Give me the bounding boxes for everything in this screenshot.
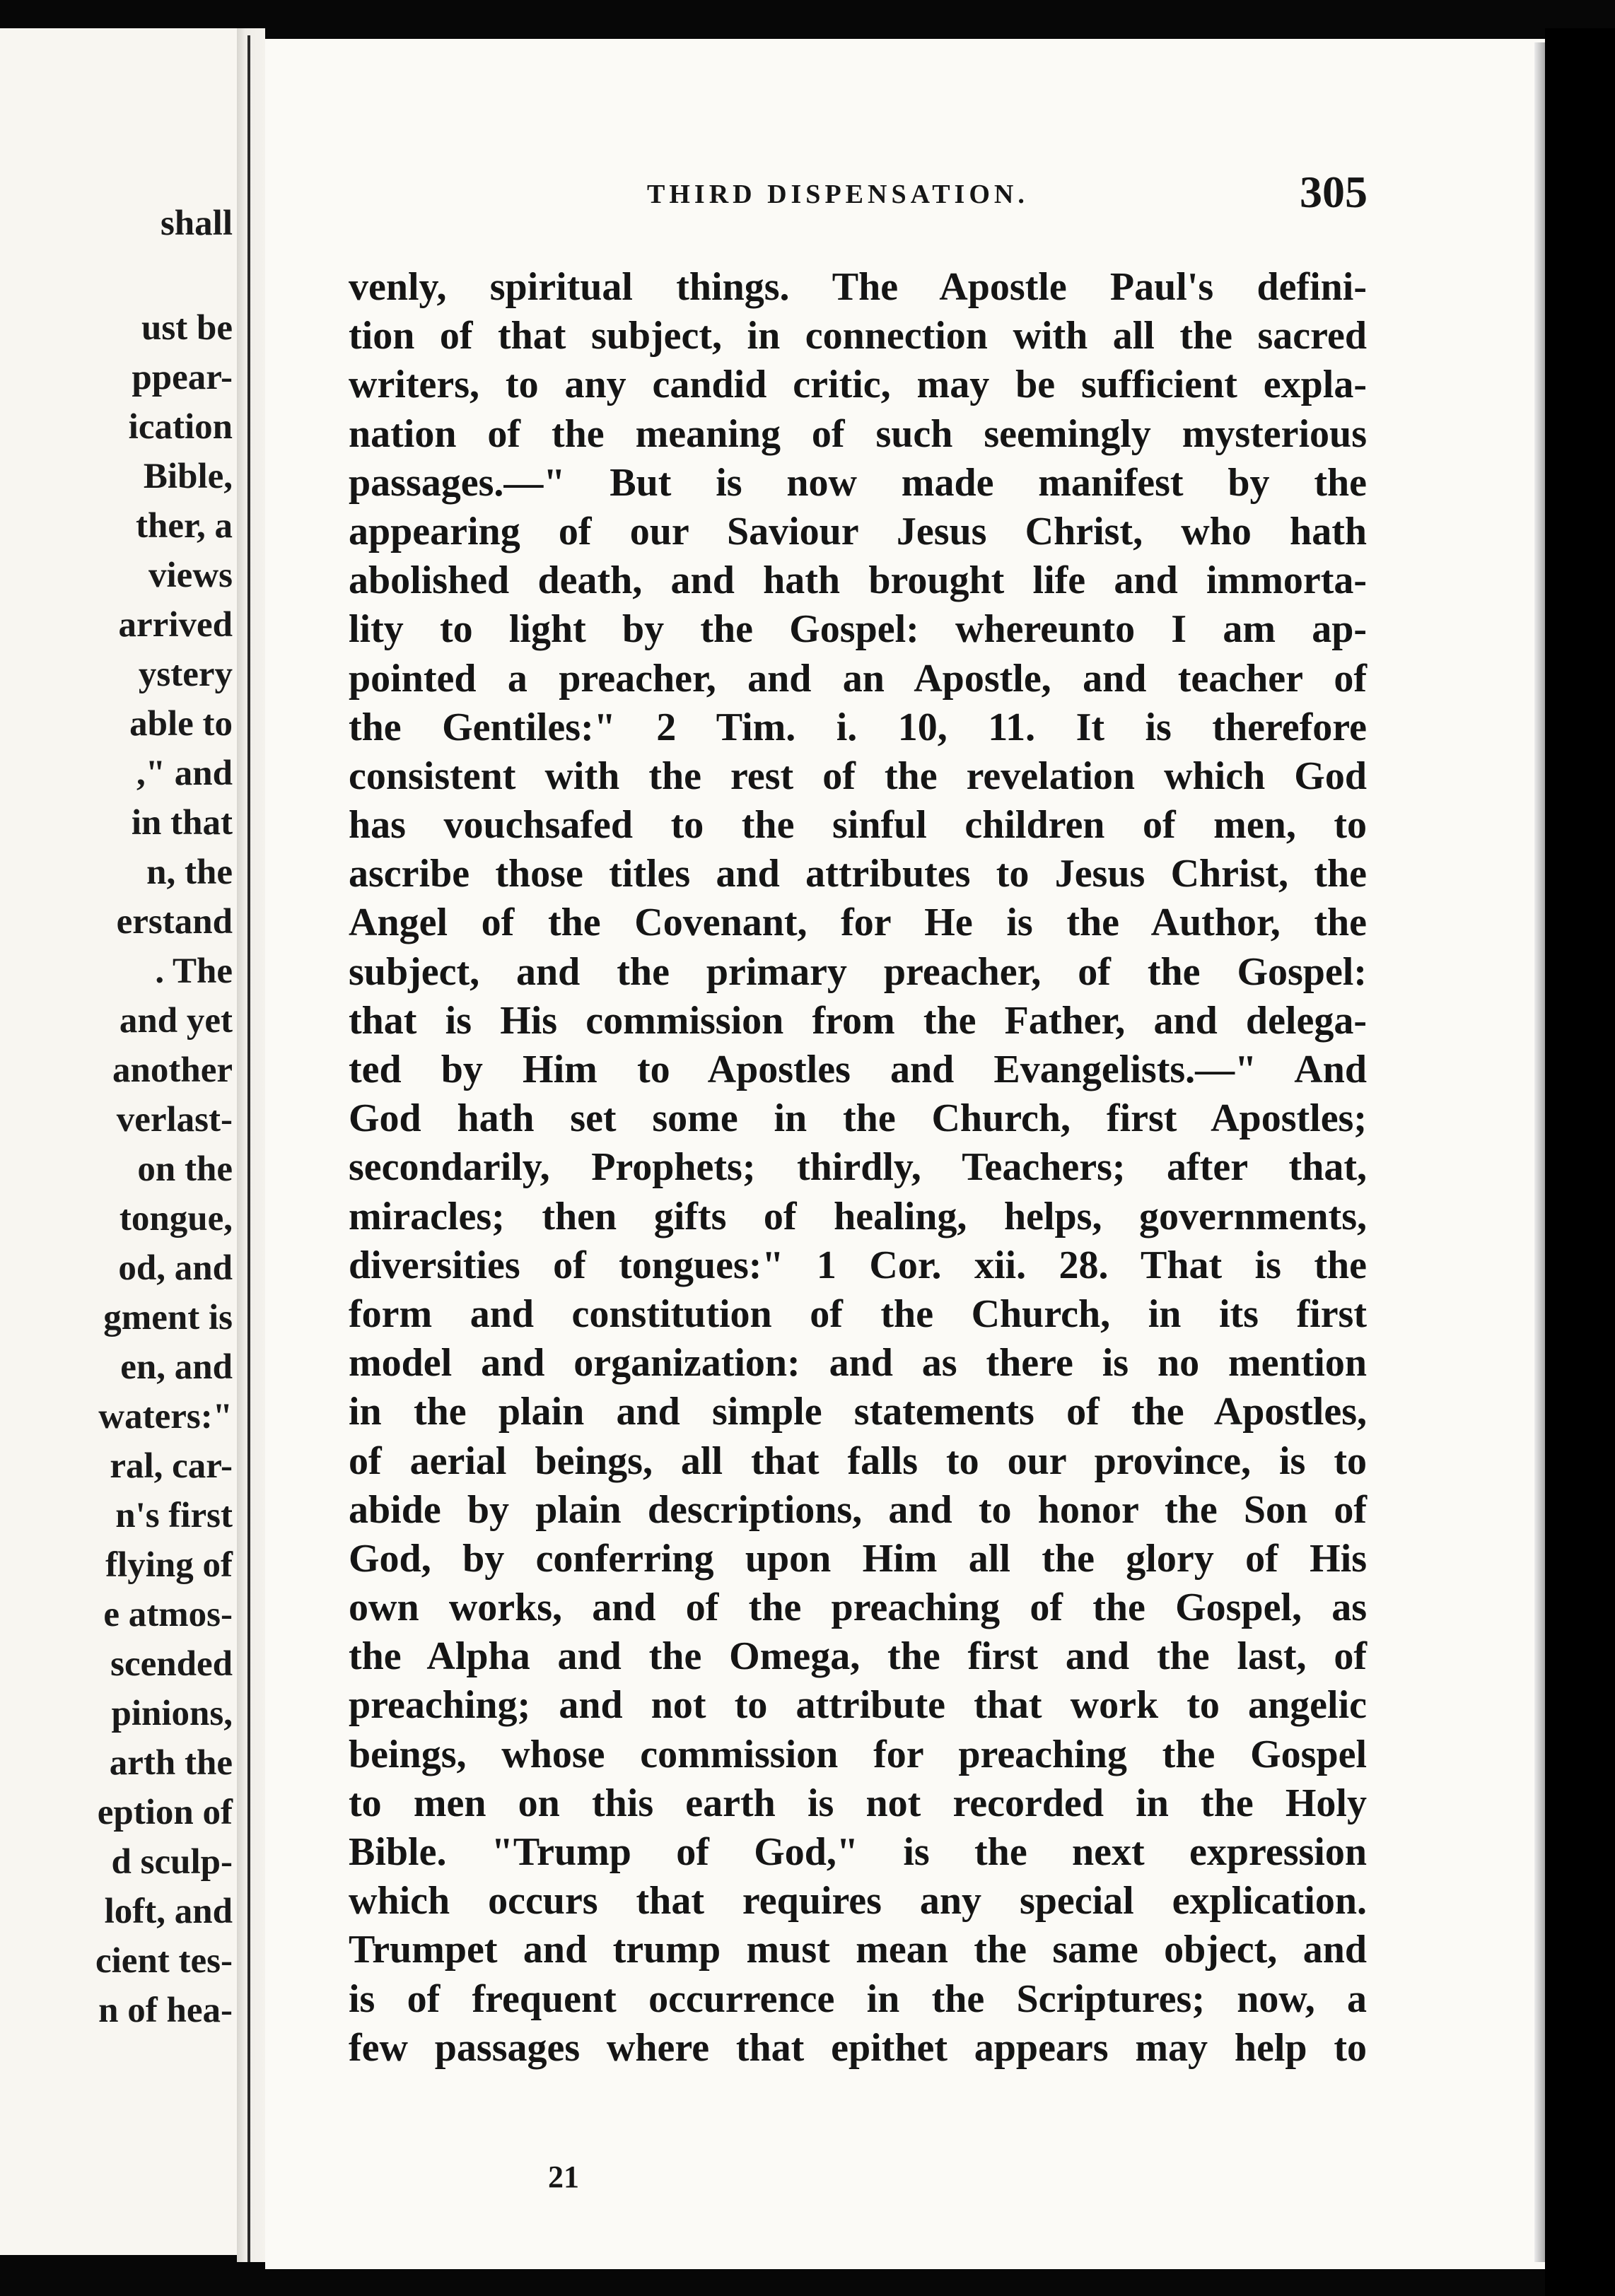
text-line: which occurs that requires any special explication.	[349, 1879, 1367, 1923]
left-page-fragment: Bible,	[143, 457, 233, 496]
text-line: the Alpha and the Omega, the first and the last, of	[349, 1634, 1367, 1679]
left-page-fragment: shall	[160, 204, 233, 243]
left-page-fragment: in that	[131, 803, 233, 843]
left-page-fragment: d sculp-	[111, 1842, 233, 1882]
text-line: writers, to any candid critic, may be sufficient expla-	[349, 363, 1367, 407]
left-page-fragment: ust be	[141, 308, 233, 348]
text-line: abide by plain descriptions, and to honor the Son of	[349, 1487, 1367, 1532]
text-line: few passages where that epithet appears may help to	[349, 2025, 1367, 2070]
text-line: nation of the meaning of such seemingly mysterious	[349, 411, 1367, 456]
signature-mark: 21	[548, 2160, 579, 2194]
left-page-fragment: . The	[155, 951, 233, 991]
running-head: THIRD DISPENSATION.	[647, 180, 1029, 209]
left-page-fragment: n, the	[146, 853, 233, 892]
text-line: of aerial beings, all that falls to our province, is to	[349, 1439, 1367, 1483]
left-page-fragment: waters:"	[98, 1397, 233, 1436]
text-line: Bible. "Trump of God," is the next expression	[349, 1830, 1367, 1874]
text-line: abolished death, and hath brought life and immorta-	[349, 558, 1367, 603]
left-page-fragment: another	[112, 1050, 233, 1090]
left-page-fragment: en, and	[120, 1347, 233, 1387]
page-number: 305	[1300, 167, 1368, 217]
text-line: has vouchsafed to the sinful children of men, to	[349, 803, 1367, 848]
left-page-fragment: pinions,	[111, 1694, 233, 1733]
left-page-fragment: arrived	[118, 605, 233, 645]
gutter-line	[247, 35, 250, 2262]
text-line: is of frequent occurrence in the Scriptures; now, a	[349, 1976, 1367, 2021]
text-line: passages.—" But is now made manifest by the	[349, 460, 1367, 505]
text-line: pointed a preacher, and an Apostle, and teacher of	[349, 656, 1367, 701]
text-line: secondarily, Prophets; thirdly, Teachers; after that,	[349, 1145, 1367, 1190]
left-page-fragment: ppear-	[132, 358, 233, 397]
left-page-fragment: views	[148, 556, 233, 595]
scan-right-border	[1545, 28, 1615, 2296]
text-line: Angel of the Covenant, for He is the Author, the	[349, 901, 1367, 945]
text-line: preaching; and not to attribute that work to angelic	[349, 1683, 1367, 1728]
left-page-fragment: arth the	[109, 1743, 233, 1783]
text-line: tion of that subject, in connection with all the sacred	[349, 314, 1367, 358]
left-page-fragment: ," and	[136, 754, 233, 793]
text-line: own works, and of the preaching of the Gospel, as	[349, 1586, 1367, 1630]
text-line: ascribe those titles and attributes to Jesus Christ, the	[349, 852, 1367, 896]
left-page-fragment: od, and	[118, 1248, 233, 1288]
left-page-fragment: loft, and	[104, 1892, 233, 1931]
left-page-fragment: eption of	[97, 1793, 233, 1832]
text-line: to men on this earth is not recorded in the Holy	[349, 1781, 1367, 1825]
text-line: lity to light by the Gospel: whereunto I am ap-	[349, 607, 1367, 652]
left-page-fragment: e atmos-	[103, 1595, 233, 1634]
text-line: God hath set some in the Church, first Apostles;	[349, 1096, 1367, 1141]
text-line: subject, and the primary preacher, of the Gospel:	[349, 949, 1367, 994]
left-page-fragment: ication	[128, 407, 233, 447]
text-line: venly, spiritual things. The Apostle Paul's defini-	[349, 265, 1367, 309]
text-line: the Gentiles:" 2 Tim. i. 10, 11. It is therefore	[349, 705, 1367, 749]
left-page-fragment: n of hea-	[98, 1991, 233, 2030]
body-text	[349, 263, 1367, 2073]
left-page-fragment: n's first	[115, 1496, 233, 1535]
text-line: Trumpet and trump must mean the same object, and	[349, 1928, 1367, 1972]
left-page-fragment: ral, car-	[110, 1446, 233, 1486]
left-page-fragment: erstand	[116, 902, 233, 942]
text-line: beings, whose commission for preaching the Gospel	[349, 1732, 1367, 1776]
text-line: ted by Him to Apostles and Evangelists.—" And	[349, 1048, 1367, 1091]
left-page-fragment: able to	[129, 704, 233, 744]
left-page-fragment: flying of	[105, 1545, 233, 1585]
left-page-fragment: tongue,	[119, 1199, 233, 1238]
left-page-fragment: verlast-	[116, 1100, 233, 1140]
left-page-fragment: on the	[137, 1149, 233, 1189]
text-line: that is His commission from the Father, and delega-	[349, 998, 1367, 1043]
left-facing-page	[0, 28, 237, 2255]
book-gutter	[237, 28, 265, 2262]
text-line: form and constitution of the Church, in its first	[349, 1292, 1367, 1336]
text-line: God, by conferring upon Him all the glory of His	[349, 1536, 1367, 1581]
text-line: consistent with the rest of the revelation which God	[349, 754, 1367, 798]
left-page-fragment: and yet	[119, 1001, 233, 1041]
text-line: miracles; then gifts of healing, helps, governments,	[349, 1194, 1367, 1238]
text-line: appearing of our Saviour Jesus Christ, who hath	[349, 509, 1367, 554]
text-line: diversities of tongues:" 1 Cor. xii. 28. That is the	[349, 1243, 1367, 1287]
left-page-fragment: ystery	[138, 655, 233, 694]
page-header	[350, 167, 1368, 223]
left-page-fragment: scended	[110, 1644, 233, 1684]
left-page-fragment: ther, a	[136, 506, 233, 546]
left-page-fragment: gment is	[103, 1298, 233, 1337]
text-line: model and organization: and as there is no mention	[349, 1341, 1367, 1386]
left-page-fragment: cient tes-	[95, 1941, 233, 1981]
text-line: in the plain and simple statements of the Apostles,	[349, 1390, 1367, 1434]
